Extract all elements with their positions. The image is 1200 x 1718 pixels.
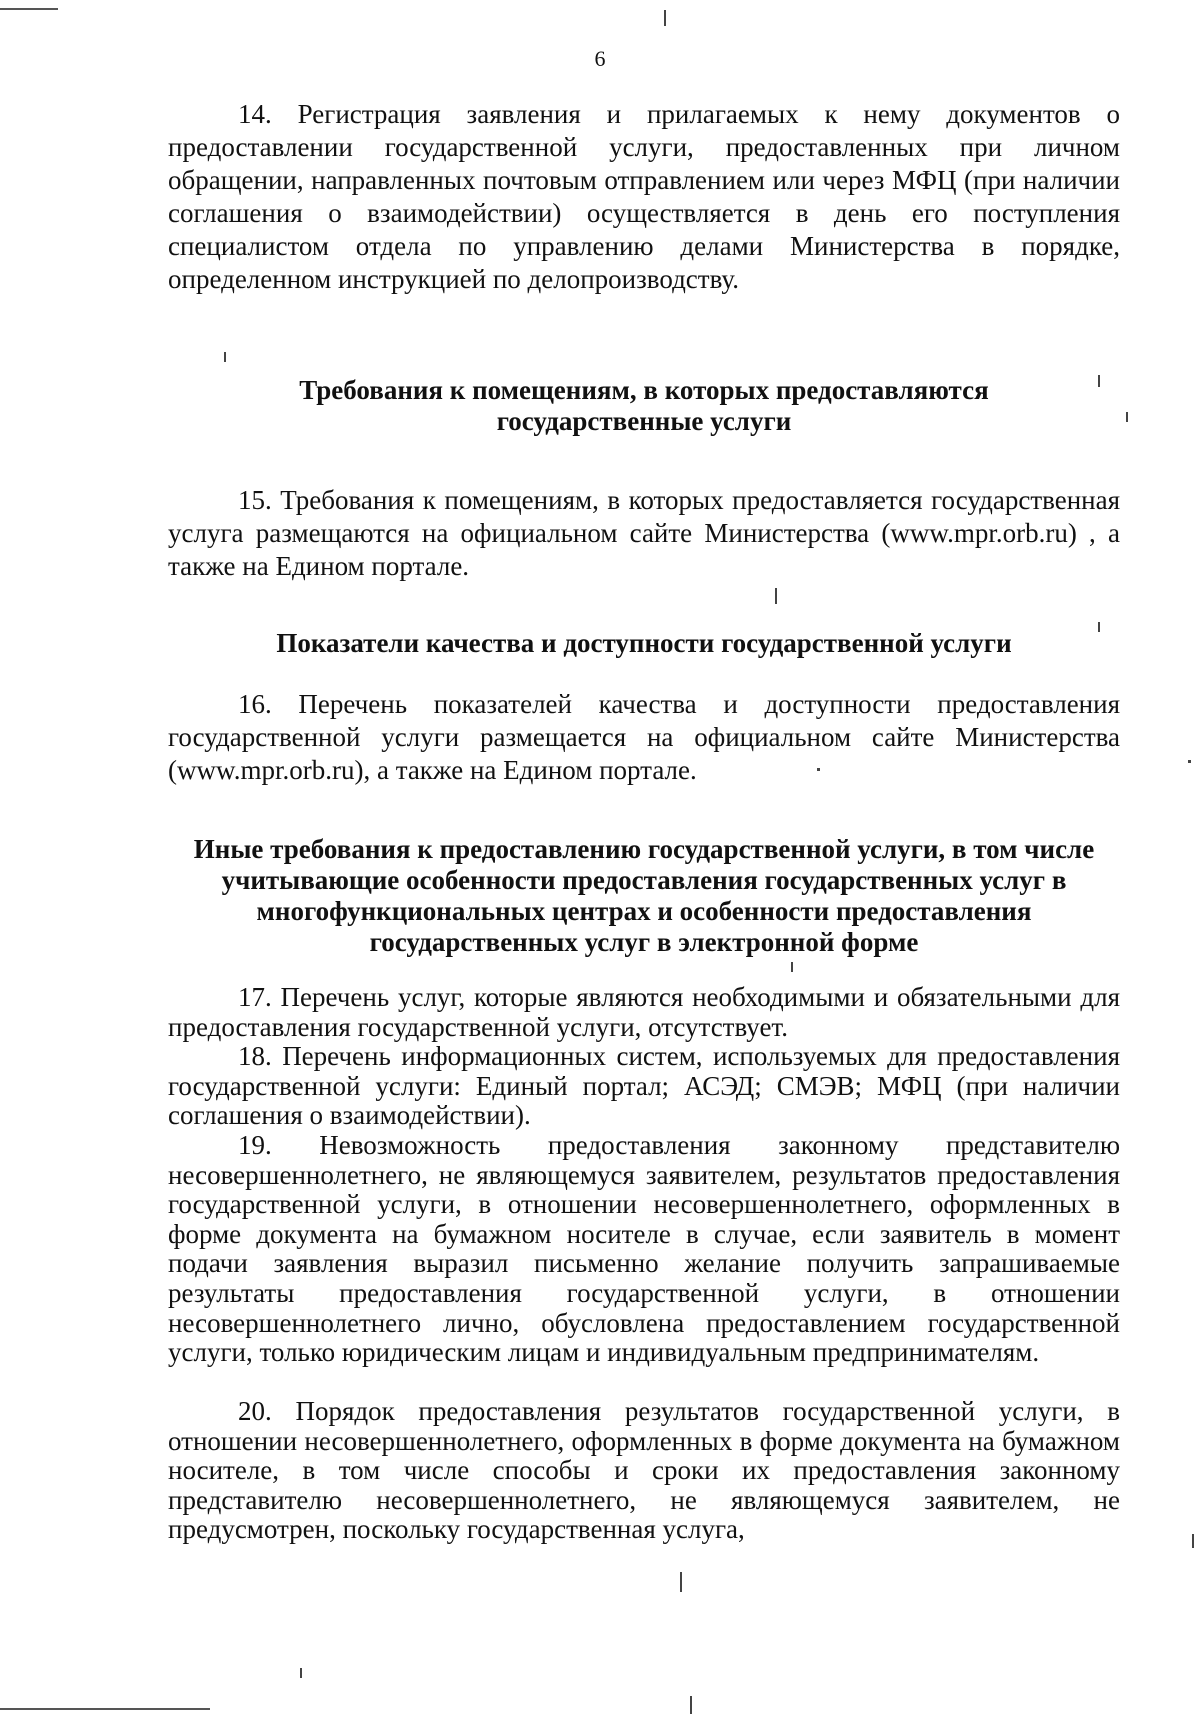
heading-quality-indicators: Показатели качества и доступности государственной услуги <box>276 628 1012 658</box>
scan-speck <box>690 1696 692 1714</box>
paragraph-15: 15. Требования к помещениям, в которых предоставляется государственная услуга размещаются на официальном сайте Министерства (www.mpr.orb.ru) , а также на Едином портале. <box>168 485 1120 581</box>
scan-speck <box>817 768 820 771</box>
scan-speck <box>664 10 666 26</box>
heading-other-requirements: Иные требования к предоставлению государственной услуги, в том числе учитывающие особенности предоставления государственных услуг в многофункциональных центрах и особенности предоставления государственных услуг в электронной форме <box>193 834 1095 957</box>
paragraph-20: 20. Порядок предоставления результатов государственной услуги, в отношении несовершеннолетнего, оформленных в форме документа на бумажном носителе, в том числе способы и сроки их предоставления законному представителю несовершеннолетнего, не являющемуся заявителем, не предусмотрен, поскольку государственная услуга, <box>168 1396 1120 1545</box>
scan-speck <box>1126 412 1128 422</box>
scan-speck <box>680 1572 682 1592</box>
scan-speck <box>1188 760 1191 763</box>
scan-speck <box>791 962 793 972</box>
scan-edge-bottom-left <box>0 1708 210 1710</box>
paragraph-19: 19. Невозможность предоставления законному представителю несовершеннолетнего, не являющемуся заявителем, результатов предоставления государственной услуги, в отношении несовершеннолетнего, оформленных в форме документа на бумажном носителе в случае, если заявитель в момент подачи заявления выразил письменно желание получить запрашиваемые результаты предоставления государственной услуги, в отношении несовершеннолетнего лично, обусловлена предоставлением государственной услуги, только юридическим лицам и индивидуальным предпринимателям. <box>168 1130 1120 1368</box>
page-number: 6 <box>594 46 606 71</box>
heading-premises-requirements: Требования к помещениям, в которых предоставляются государственные услуги <box>299 375 989 436</box>
scan-speck <box>224 352 226 362</box>
scan-speck <box>300 1668 302 1678</box>
paragraph-17: 17. Перечень услуг, которые являются необходимыми и обязательными для предоставления государственной услуги, отсутствует. <box>168 982 1120 1042</box>
paragraph-16: 16. Перечень показателей качества и доступности предоставления государственной услуги размещается на официальном сайте Министерства (www.mpr.orb.ru), а также на Едином портале. <box>168 689 1120 785</box>
scan-edge-top-left <box>0 8 58 10</box>
scan-speck <box>1098 622 1100 632</box>
paragraph-14: 14. Регистрация заявления и прилагаемых к нему документов о предоставлении государственной услуги, предоставленных при личном обращении, направленных почтовым отправлением или через МФЦ (при наличии соглашения о взаимодействии) осуществляется в день его поступления специалистом отдела по управлению делами Министерства в порядке, определенном инструкцией по делопроизводству. <box>168 99 1120 294</box>
paragraph-18: 18. Перечень информационных систем, используемых для предоставления государственной услуги: Единый портал; АСЭД; СМЭВ; МФЦ (при наличии соглашения о взаимодействии). <box>168 1041 1120 1131</box>
scan-speck <box>775 588 777 604</box>
scan-speck <box>1098 375 1100 387</box>
scan-speck <box>1192 1534 1194 1548</box>
